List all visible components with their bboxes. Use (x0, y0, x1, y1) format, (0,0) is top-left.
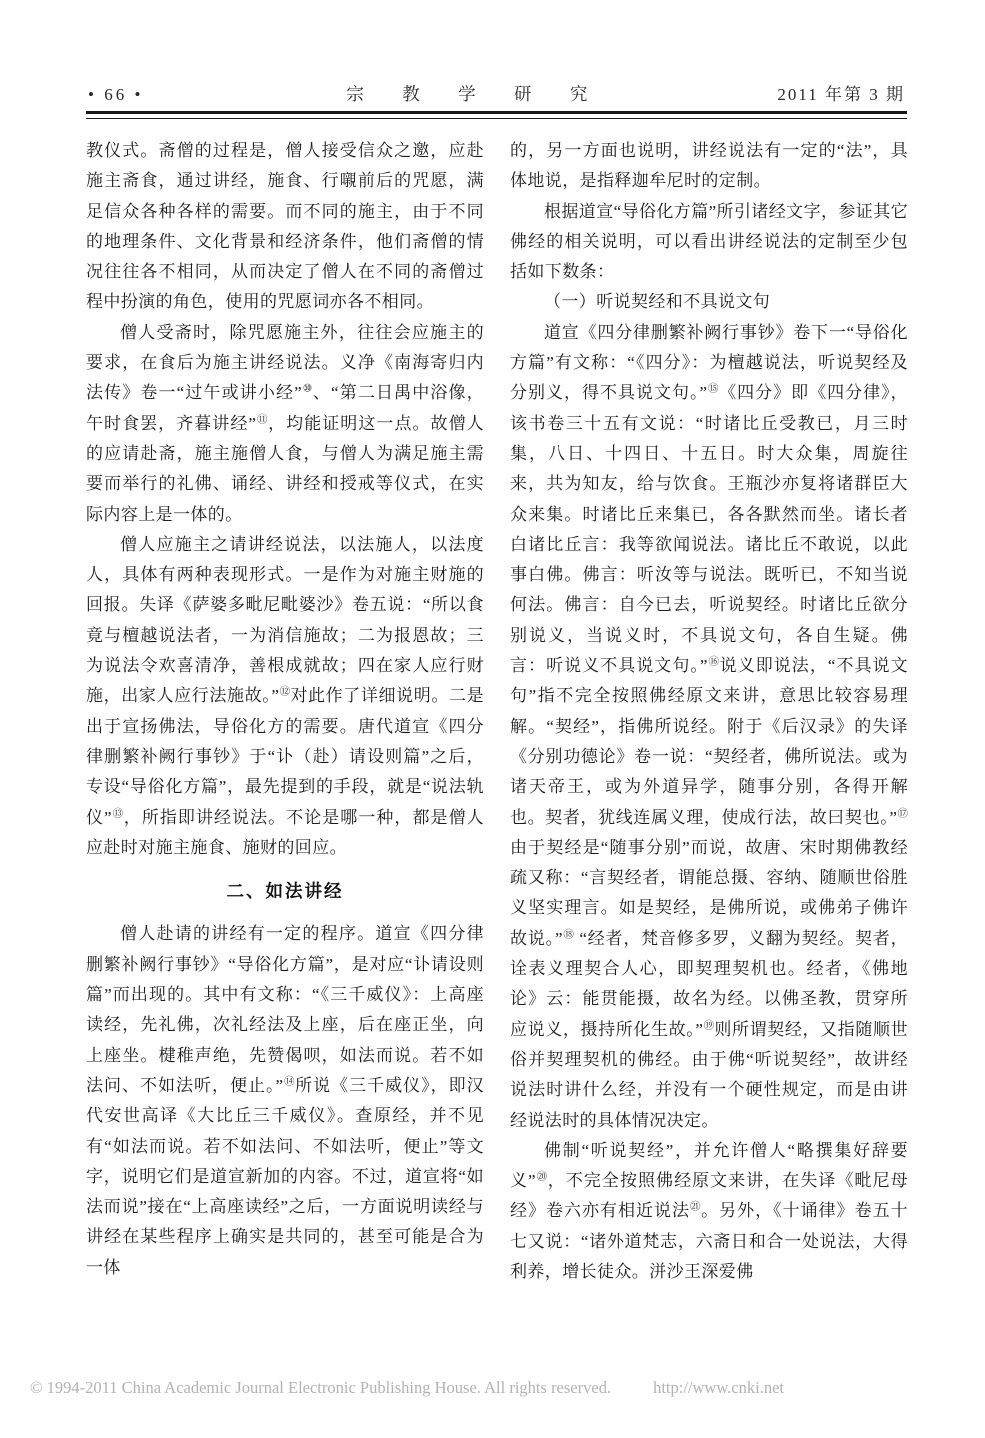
footnote-marker: ⑯ (707, 656, 720, 668)
page-number: • 66 • (88, 85, 144, 104)
copyright-text: © 1994-2011 China Academic Journal Electronic Publishing House. All rights reserved. (30, 1378, 612, 1397)
list-subheading: （一）听说契经和不具说文句 (544, 292, 771, 312)
footnote-marker: ⑳ (536, 1171, 548, 1183)
paragraph: 道宣《四分律删繁补阙行事钞》卷下一“导俗化方篇”有文称：“《四分》：为檀越说法，听说契经及分别义，得不具说文句。”⑮《四分》即《四分律》，该书卷三十五有文说：“时诸比丘受教已，月三时集，八日、十四日、十五日。时大众集，周旋往来，共为知友，给与饮食。王瓶沙亦复将诸群臣大众来集。时诸比丘来集已，各各默然而坐。诸长者白诸比丘言：我等欲闻说法。诸比丘不敢说，以此事白佛。佛言：听汝等与说法。既听已，不知当说何法。佛言：自今已去，听说契经。时诸比丘欲分别说义，当说义时，不具说文句，各自生疑。佛言：听说义不具说文句。”⑯说义即说法，“不具说文句”指不完全按照佛经原文来讲，意思比较容易理解。“契经”，指佛所说经。附于《后汉录》的失译《分别功德论》卷一说：“契经者，佛所说法。或为诸天帝王，或为外道异学，随事分别，各得开解也。契者，犹线连属义理，使成行法，故曰契也。”⑰由于契经是“随事分别”而说，故唐、宋时期佛教经疏又称：“言契经者，谓能总摄、容纳、随顺世俗胜义坚实理言。如是契经，是佛所说，或佛弟子佛许故说。”⑱ “经者，梵音修多罗，义翻为契经。契者，诠表义理契合人心，即契理契机也。经者，《佛地论》云：能贯能摄，故名为经。以佛圣教，贯穿所应说义，摄持所化生故。”⑲则所谓契经，又指随顺世俗并契理契机的佛经。由于佛“听说契经”，故讲经说法时讲什么经，并没有一个硬性规定，而是由讲经说法时的具体情况决定。 (510, 322, 909, 1130)
journal-title: 宗 教 学 研 究 (346, 84, 605, 104)
footnote-marker: ⑱ (562, 929, 575, 941)
issue-label: 2011 年第 3 期 (777, 85, 905, 104)
paragraph: 佛制“听说契经”，并允许僧人“略撰集好辞要义”⑳，不完全按照佛经原文来讲，在失译《毗尼母经》卷六亦有相近说法$^㉑$。另外，《十诵律》卷五十七又说：“诸外道梵志，六斋日和合一处说法，大得利养，增长徒众。洴沙王深爱佛 (510, 1140, 909, 1281)
paragraph: 的，另一方面也说明，讲经说法有一定的“法”，具体地说，是指释迦牟尼时的定制。 (510, 141, 908, 191)
footnote-marker: ⑲ (703, 1019, 715, 1031)
footnote-marker: ⑭ (283, 1076, 296, 1088)
paragraph: 根据道宣“导俗化方篇”所引诸经文字，参证其它佛经的相关说明，可以看出讲经说法的定制至少包括如下数条： (510, 201, 908, 282)
footnote-marker: ⑩ (302, 383, 313, 395)
paragraph: 僧人应施主之请讲经说法，以法施人，以法度人，具体有两种表现形式。一是作为对施主财施的回报。失译《萨婆多毗尼毗婆沙》卷五说：“所以食竟与檀越说法者，一为消信施故；二为报恩故；三为说法令欢喜清净，善根成就故；四在家人应行财施，出家人应行法施故。”⑫对此作了详细说明。二是出于宣扬佛法，导俗化方的需要。唐代道宣《四分律删繁补阙行事钞》于“讣（赴）请设则篇”之后，专设“导俗化方篇”，最先提到的手段，就是“说法轨仪”⑬，所指即讲经说法。不论是哪一种，都是僧人应赴时对施主施食、施财的回应。 (86, 534, 485, 857)
left-column (86, 136, 484, 1287)
footnote-marker: ⑮ (707, 383, 720, 395)
paragraph: 僧人受斋时，除咒愿施主外，往往会应施主的要求，在食后为施主讲经说法。义净《南海寄归内法传》卷一“过午或讲小经”⑩、“第二日禺中浴像，午时食罢，齐暮讲经”⑪，均能证明这一点。故僧人的应请赴斋，施主施僧人食，与僧人为满足施主需要而举行的礼佛、诵经、讲经和授戒等仪式，在实际内容上是一体的。 (86, 322, 485, 524)
section-heading: 二、如法讲经 (226, 881, 344, 902)
article-body (86, 136, 907, 1287)
paragraph: 僧人赴请的讲经有一定的程序。道宣《四分律删繁补阙行事钞》“导俗化方篇”，是对应“讣请设则篇”而出现的。其中有文称：“《三千威仪》：上高座读经，先礼佛，次礼经法及上座，后在座正坐，向上座坐。楗稚声绝，先赞偈呗，如法而说。若不如法问、不如法听，便止。”⑭所说《三千威仪》，即汉代安世高译《大比丘三千威仪》。查原经，并不见有“如法而说。若不如法问、不如法听，便止”等文字，说明它们是道宣新加的内容。不过，道宣将“如法而说”接在“上高座读经”之后，一方面说明读经与讲经在某些程序上确实是共同的，甚至可能是合为一体 (86, 924, 484, 1277)
right-column (510, 136, 908, 1287)
footnote-marker: ⑰ (897, 807, 909, 819)
cnki-url: http://www.cnki.net (653, 1378, 784, 1397)
footnote-marker: ⑫ (279, 686, 291, 698)
footnote-marker: ⑬ (112, 807, 124, 819)
paragraph: 教仪式。斋僧的过程是，僧人接受信众之邀，应赴施主斋食，通过讲经，施食、行嚫前后的咒愿，满足信众各种各样的需要。而不同的施主，由于不同的地理条件、文化背景和经济条件，他们斋僧的情况往往各不相同，从而决定了僧人在不同的斋僧过程中扮演的角色，使用的咒愿词亦各不相同。 (86, 141, 484, 312)
footnote-marker: ⑪ (256, 414, 269, 426)
running-head (88, 80, 905, 106)
footnote-marker: ㉑ (690, 1201, 702, 1213)
cnki-footer (30, 1378, 955, 1398)
header-rule (86, 111, 907, 119)
